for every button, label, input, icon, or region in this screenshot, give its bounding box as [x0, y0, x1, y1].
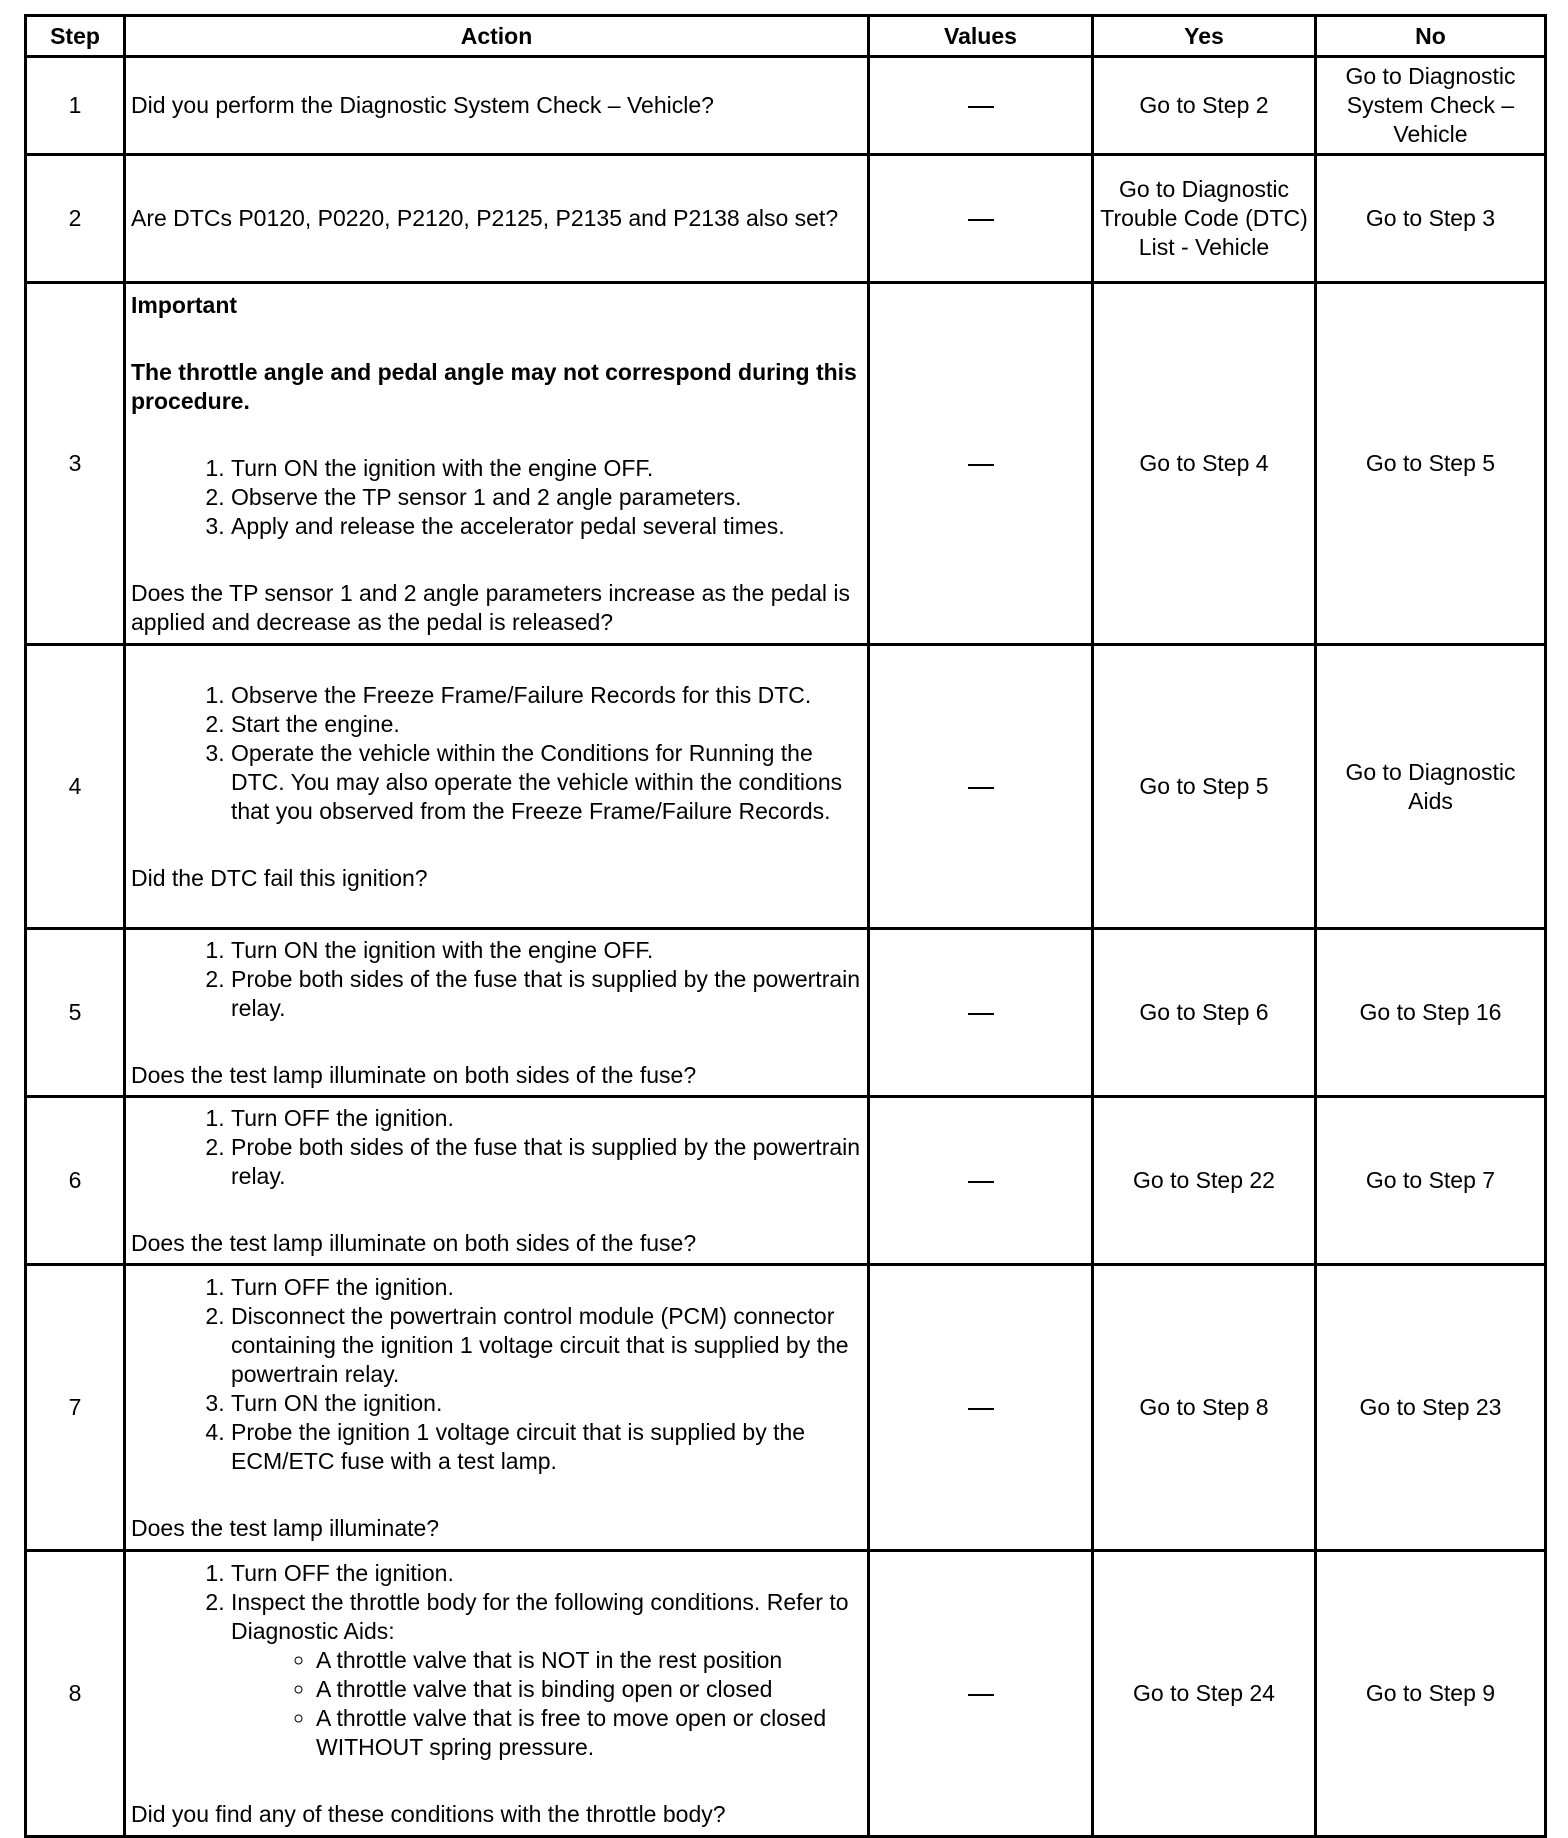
yes-cell: Go to Step 6	[1093, 929, 1316, 1097]
procedure-item: 1. Observe the Freeze Frame/Failure Records for this DTC.	[231, 681, 862, 710]
header-action: Action	[125, 16, 869, 57]
procedure-item-text: Inspect the throttle body for the following conditions. Refer to Diagnostic Aids:	[231, 1588, 849, 1644]
no-cell: Go to Step 7	[1316, 1097, 1546, 1265]
procedure-item: 2. Probe both sides of the fuse that is supplied by the powertrain relay.	[231, 965, 862, 1023]
dash	[968, 787, 994, 789]
header-no: No	[1316, 16, 1546, 57]
yes-cell: Go to Step 24	[1093, 1551, 1316, 1837]
dash	[968, 1013, 994, 1015]
procedure-item	[231, 1588, 862, 1762]
table-row	[26, 1097, 1546, 1265]
procedure-item: 3. Operate the vehicle within the Conditions for Running the DTC. You may also operate the vehicle within the conditions that you observed from the Freeze Frame/Failure Records.	[231, 739, 862, 826]
dash	[968, 1694, 994, 1696]
no-cell: Go to Step 9	[1316, 1551, 1546, 1837]
yes-cell: Go to Step 2	[1093, 57, 1316, 155]
table-row	[26, 1551, 1546, 1837]
procedure-item: 3. Turn ON the ignition.	[231, 1389, 862, 1418]
action-question: Did you perform the Diagnostic System Check – Vehicle?	[131, 92, 714, 118]
no-cell: Go to Step 23	[1316, 1265, 1546, 1551]
step-number: 8	[26, 1551, 125, 1837]
procedure-item: 2. Disconnect the powertrain control module (PCM) connector containing the ignition 1 voltage circuit that is supplied by the powertrain relay.	[231, 1302, 862, 1389]
values-cell	[869, 155, 1093, 283]
procedure-item: 1. Turn OFF the ignition.	[231, 1273, 862, 1302]
procedure-item: 1. Turn ON the ignition with the engine OFF.	[231, 936, 862, 965]
action-cell	[125, 645, 869, 929]
procedure-item: 2. Start the engine.	[231, 710, 862, 739]
table-row	[26, 929, 1546, 1097]
step-number: 1	[26, 57, 125, 155]
yes-cell: Go to Step 4	[1093, 283, 1316, 645]
procedure-list	[131, 454, 862, 541]
condition-item: ◦ A throttle valve that is free to move open or closed WITHOUT spring pressure.	[316, 1704, 862, 1762]
action-cell	[125, 1265, 869, 1551]
no-cell: Go to Step 3	[1316, 155, 1546, 283]
action-question: Does the test lamp illuminate?	[131, 1514, 440, 1541]
values-cell	[869, 1551, 1093, 1837]
values-cell	[869, 57, 1093, 155]
action-question: Did you find any of these conditions with the throttle body?	[131, 1800, 726, 1827]
table-row	[26, 1265, 1546, 1551]
procedure-list	[131, 1559, 862, 1762]
step-number: 6	[26, 1097, 125, 1265]
dash	[968, 106, 994, 108]
important-title: Important	[131, 291, 238, 318]
yes-cell: Go to Diagnostic Trouble Code (DTC) List - Vehicle	[1093, 155, 1316, 283]
dash	[968, 219, 994, 221]
action-cell	[125, 155, 869, 283]
procedure-list	[131, 681, 862, 826]
step-number: 3	[26, 283, 125, 645]
values-cell	[869, 645, 1093, 929]
important-note: The throttle angle and pedal angle may not correspond during this procedure.	[131, 358, 857, 414]
action-question: Does the TP sensor 1 and 2 angle parameters increase as the pedal is applied and decrease as the pedal is released?	[131, 579, 850, 635]
header-step: Step	[26, 16, 125, 57]
yes-cell: Go to Step 22	[1093, 1097, 1316, 1265]
procedure-item: 1. Turn OFF the ignition.	[231, 1559, 862, 1588]
values-cell	[869, 1265, 1093, 1551]
header-yes: Yes	[1093, 16, 1316, 57]
action-cell	[125, 283, 869, 645]
step-number: 4	[26, 645, 125, 929]
condition-item: ◦ A throttle valve that is NOT in the rest position	[316, 1646, 862, 1675]
no-cell: Go to Step 16	[1316, 929, 1546, 1097]
no-cell: Go to Diagnostic System Check – Vehicle	[1316, 57, 1546, 155]
table-row	[26, 645, 1546, 929]
action-question: Does the test lamp illuminate on both sides of the fuse?	[131, 1061, 697, 1088]
condition-item: ◦ A throttle valve that is binding open or closed	[316, 1675, 862, 1704]
procedure-item: 1. Turn ON the ignition with the engine OFF.	[231, 454, 862, 483]
values-cell	[869, 929, 1093, 1097]
action-question: Does the test lamp illuminate on both sides of the fuse?	[131, 1229, 697, 1256]
dash	[968, 1408, 994, 1410]
action-question: Did the DTC fail this ignition?	[131, 864, 428, 891]
header-row	[26, 16, 1546, 57]
action-cell	[125, 1097, 869, 1265]
procedure-item: 1. Turn OFF the ignition.	[231, 1104, 862, 1133]
condition-list	[231, 1646, 862, 1762]
table-row	[26, 57, 1546, 155]
table-row	[26, 155, 1546, 283]
values-cell	[869, 1097, 1093, 1265]
procedure-list	[131, 936, 862, 1023]
step-number: 7	[26, 1265, 125, 1551]
no-cell: Go to Diagnostic Aids	[1316, 645, 1546, 929]
procedure-list	[131, 1273, 862, 1476]
header-values: Values	[869, 16, 1093, 57]
procedure-item: 2. Observe the TP sensor 1 and 2 angle parameters.	[231, 483, 862, 512]
dash	[968, 1181, 994, 1183]
action-question: Are DTCs P0120, P0220, P2120, P2125, P2135 and P2138 also set?	[131, 205, 839, 231]
step-number: 5	[26, 929, 125, 1097]
action-cell	[125, 57, 869, 155]
action-cell	[125, 929, 869, 1097]
procedure-list	[131, 1104, 862, 1191]
dash	[968, 464, 994, 466]
step-number: 2	[26, 155, 125, 283]
procedure-item: 4. Probe the ignition 1 voltage circuit that is supplied by the ECM/ETC fuse with a test lamp.	[231, 1418, 862, 1476]
no-cell: Go to Step 5	[1316, 283, 1546, 645]
diagnostic-table	[24, 14, 1547, 1838]
values-cell	[869, 283, 1093, 645]
yes-cell: Go to Step 5	[1093, 645, 1316, 929]
table-row	[26, 283, 1546, 645]
procedure-item: 3. Apply and release the accelerator pedal several times.	[231, 512, 862, 541]
procedure-item: 2. Probe both sides of the fuse that is supplied by the powertrain relay.	[231, 1133, 862, 1191]
yes-cell: Go to Step 8	[1093, 1265, 1316, 1551]
action-cell	[125, 1551, 869, 1837]
